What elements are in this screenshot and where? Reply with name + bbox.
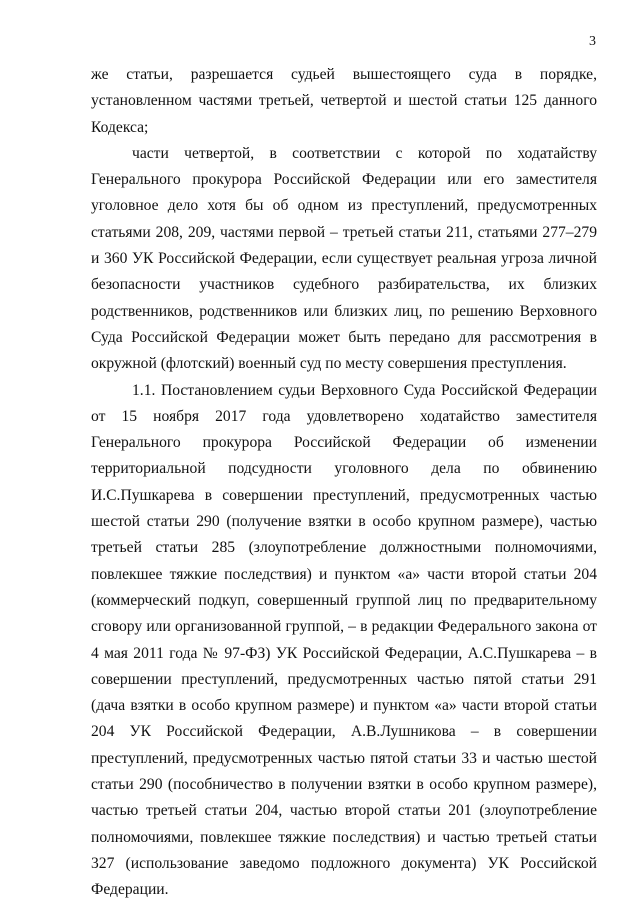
- document-body: [91, 62, 597, 904]
- paragraph-continuation: же статьи, разрешается судьей вышестоящего суда в порядке, установленном частями третьей, четвертой и шестой статьи 125 данного Кодекса;: [91, 66, 597, 136]
- paragraph-section-1-1: 1.1. Постановлением судьи Верховного Суда Российской Федерации от 15 ноября 2017 года удовлетворено ходатайство заместителя Генерального прокурора Российской Федерации об изменении территориальной подсудности уголовного дела по обвинению И.С.Пушкарева в совершении преступлений, предусмотренных частью шестой статьи 290 (получение взятки в особо крупном размере), частью третьей статьи 285 (злоупотребление должностными полномочиями, повлекшее тяжкие последствия) и пунктом «а» части второй статьи 204 (коммерческий подкуп, совершенный группой лиц по предварительному сговору или организованной группой, – в редакции Федерального закона от 4 мая 2011 года № 97-ФЗ) УК Российской Федерации, А.С.Пушкарева – в совершении преступлений, предусмотренных частью пятой статьи 291 (дача взятки в особо крупном размере) и пунктом «а» части второй статьи 204 УК Российской Федерации, А.В.Лушникова – в совершении преступлений, предусмотренных частью пятой статьи 33 и частью шестой статьи 290 (пособничество в получении взятки в особо крупном размере), частью третьей статьи 204, частью второй статьи 201 (злоупотребление полномочиями, повлекшее тяжкие последствия) и частью третьей статьи 327 (использование заведомо подложного документа) УК Российской Федерации.: [91, 381, 597, 899]
- page-number: 3: [589, 34, 596, 49]
- paragraph-part-four: части четвертой, в соответствии с которой по ходатайству Генерального прокурора Российской Федерации или его заместителя уголовное дело хотя бы об одном из преступлений, предусмотренных статьями 208, 209, частями первой – третьей статьи 211, статьями 277–279 и 360 УК Российской Федерации, если существует реальная угроза личной безопасности участников судебного разбирательства, их близких родственников, родственников или близких лиц, по решению Верховного Суда Российской Федерации может быть передано для рассмотрения в окружной (флотский) военный суд по месту совершения преступления.: [91, 144, 597, 373]
